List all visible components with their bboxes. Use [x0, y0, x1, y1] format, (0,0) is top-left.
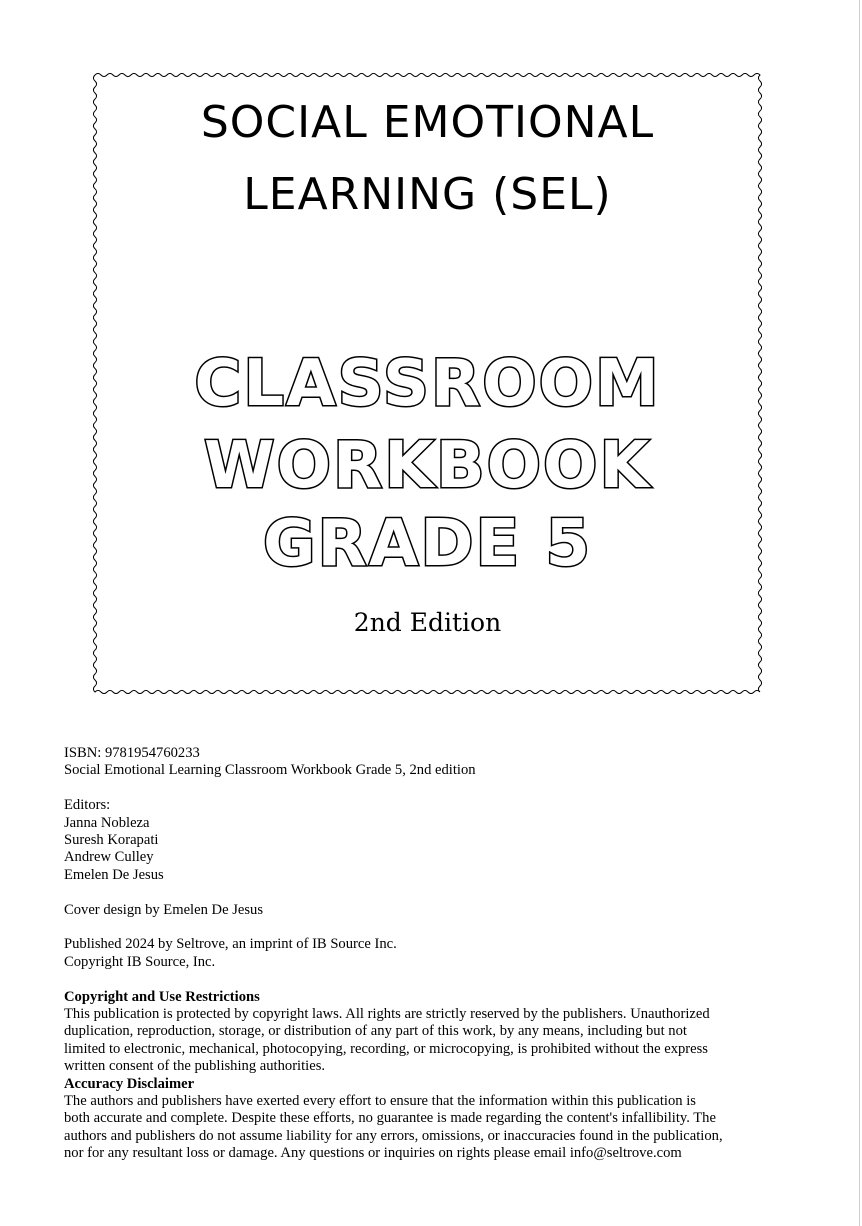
restrictions-text-line: limited to electronic, mechanical, photocopying, recording, or microcopying, is prohibited without the express: [64, 1040, 708, 1057]
disclaimer-text-line: The authors and publishers have exerted every effort to ensure that the information within this publication is: [64, 1093, 696, 1110]
restrictions-text-line: This publication is protected by copyright laws. All rights are strictly reserved by the publishers. Unauthorized: [64, 1006, 710, 1023]
editors-label: Editors:: [64, 797, 111, 814]
title-frame: [93, 73, 762, 694]
disclaimer-text-line: nor for any resultant loss or damage. Any questions or inquiries on rights please email info@seltrove.com: [64, 1145, 682, 1162]
page-edge-divider: [859, 0, 860, 1226]
editor-name: Suresh Korapati: [64, 832, 159, 849]
cover-subtitle-line-2: LEARNING (SEL): [243, 169, 612, 220]
restrictions-heading: Copyright and Use Restrictions: [64, 988, 260, 1005]
copyright-page-text: [64, 745, 784, 1163]
cover-title-line-1: CLASSROOM: [194, 347, 661, 421]
disclaimer-heading: Accuracy Disclaimer: [64, 1075, 195, 1092]
restrictions-text-line: written consent of the publishing authorities.: [64, 1058, 326, 1075]
copyright-line: Copyright IB Source, Inc.: [64, 953, 216, 970]
editor-name: Emelen De Jesus: [64, 866, 164, 883]
editor-name: Janna Nobleza: [64, 814, 150, 831]
disclaimer-text-line: authors and publishers do not assume liability for any errors, omissions, or inaccuracies found in the publication,: [64, 1127, 723, 1144]
restrictions-text-line: duplication, reproduction, storage, or distribution of any part of this work, by any means, including but not: [64, 1023, 687, 1040]
cover-design-credit: Cover design by Emelen De Jesus: [64, 901, 264, 918]
isbn-line: ISBN: 9781954760233: [64, 745, 200, 761]
disclaimer-text-line: both accurate and complete. Despite these efforts, no guarantee is made regarding the content's infallibility. The: [64, 1110, 716, 1127]
publisher-line: Published 2024 by Seltrove, an imprint of IB Source Inc.: [64, 936, 397, 953]
cover-title-line-2: WORKBOOK: [203, 429, 652, 503]
book-name-line: Social Emotional Learning Classroom Workbook Grade 5, 2nd edition: [64, 762, 476, 779]
cover-title-line-3: GRADE 5: [263, 507, 592, 581]
cover-subtitle-line-1: SOCIAL EMOTIONAL: [200, 97, 655, 148]
editor-name: Andrew Culley: [64, 849, 154, 866]
edition-label: 2nd Edition: [353, 608, 502, 637]
